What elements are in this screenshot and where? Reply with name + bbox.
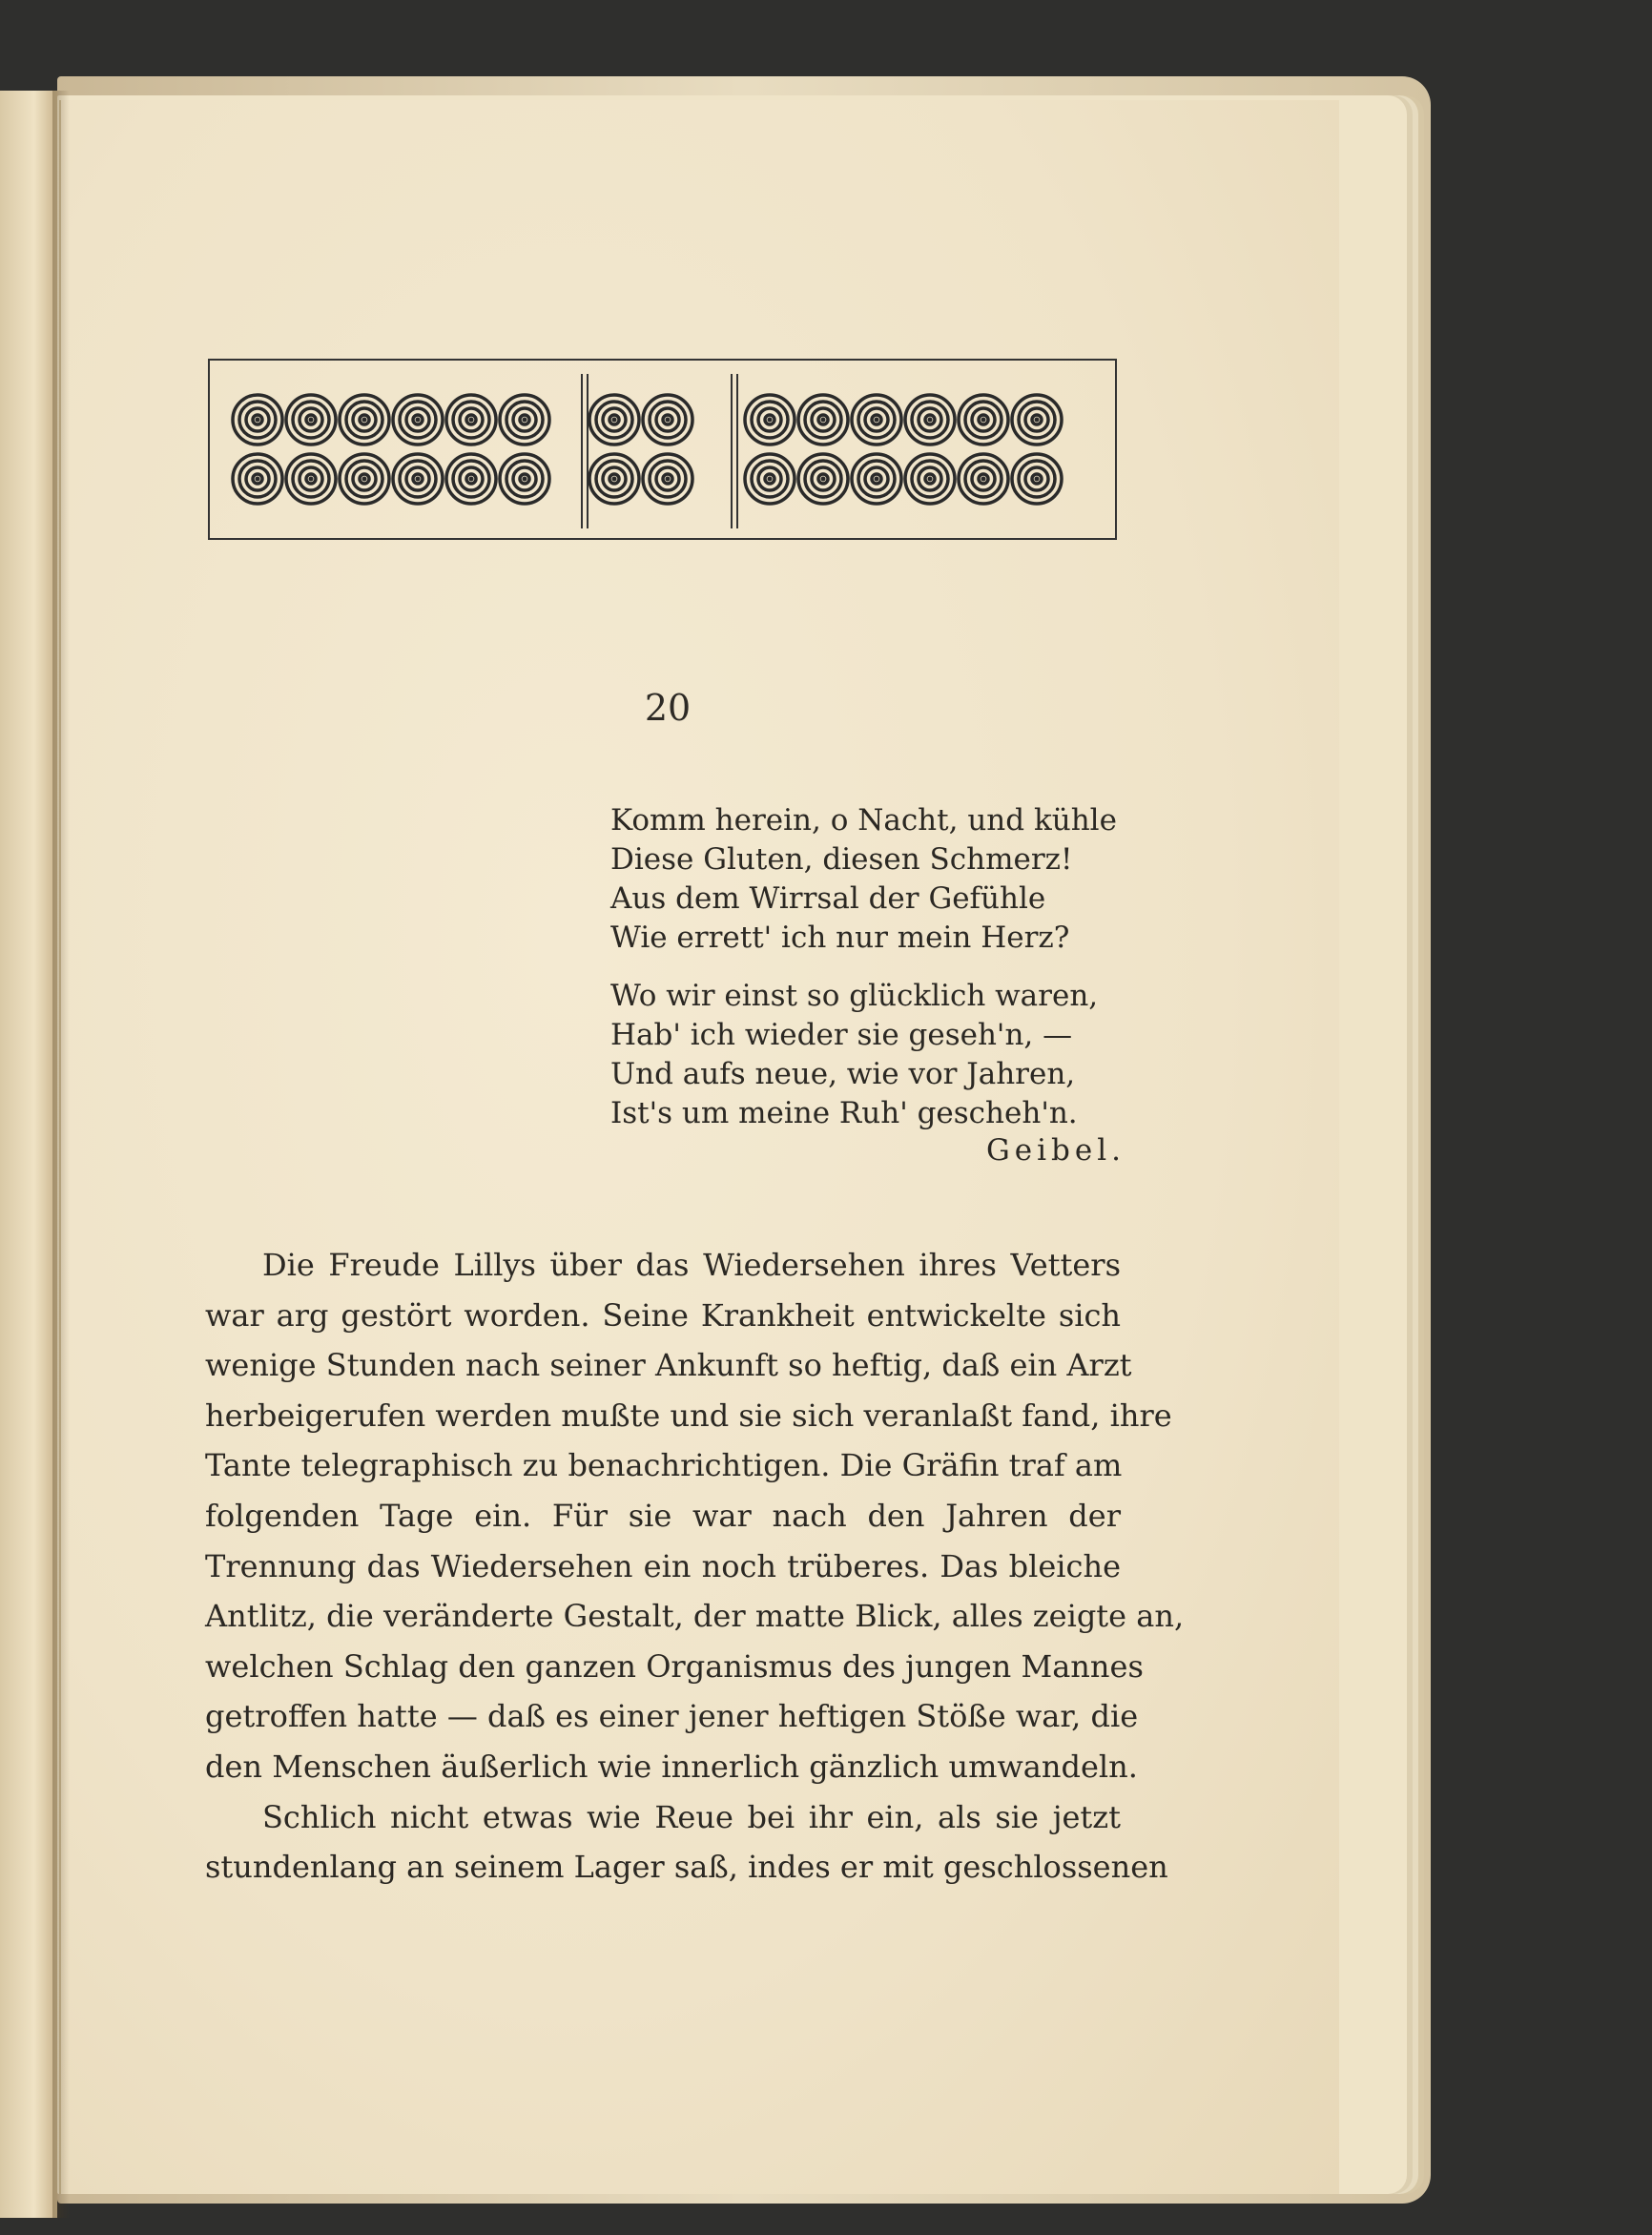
body-line: wenige Stunden nach seiner Ankunft so heftig, daß ein Arzt xyxy=(205,1347,1132,1384)
ornament-pattern xyxy=(210,361,1119,542)
stanza-2 xyxy=(610,977,1125,1170)
body-line: den Menschen äußerlich wie innerlich gänzlich umwandeln. xyxy=(205,1748,1138,1785)
chapter-number: 20 xyxy=(644,687,692,729)
header-ornament xyxy=(208,359,1117,540)
body-line: getroffen hatte — daß es einer jener heftigen Stöße war, die xyxy=(205,1698,1139,1735)
poem-line: Hab' ich wieder sie geseh'n, — xyxy=(610,1018,1073,1052)
body-line: Schlich nicht etwas wie Reue bei ihr ein, als sie jetzt xyxy=(262,1798,1121,1835)
poem xyxy=(610,801,1125,1190)
poem-line: Wo wir einst so glücklich waren, xyxy=(610,979,1099,1013)
poem-line: Diese Gluten, diesen Schmerz! xyxy=(610,842,1073,877)
body-line: Antlitz, die veränderte Gestalt, der matte Blick, alles zeigte an, xyxy=(205,1598,1185,1635)
body-line: Tante telegraphisch zu benachrichtigen. Die Gräfin traf am xyxy=(205,1447,1123,1484)
body-line: stundenlang an seinem Lager saß, indes er mit geschlossenen xyxy=(205,1849,1168,1886)
poem-line: Und aufs neue, wie vor Jahren, xyxy=(610,1057,1076,1091)
poem-line: Aus dem Wirrsal der Gefühle xyxy=(610,881,1046,916)
stanza-1 xyxy=(610,801,1125,958)
poem-line: Ist's um meine Ruh' gescheh'n. xyxy=(610,1096,1078,1130)
poem-author: Geibel. xyxy=(986,1133,1125,1168)
body-line: war arg gestört worden. Seine Krankheit entwickelte sich xyxy=(205,1296,1121,1334)
gutter-shadow xyxy=(52,91,70,2218)
poem-line: Komm herein, o Nacht, und kühle xyxy=(610,803,1117,838)
body-line: Trennung das Wiedersehen ein noch trüberes. Das bleiche xyxy=(205,1547,1121,1584)
body-line: folgenden Tage ein. Für sie war nach den Jahren der xyxy=(205,1497,1121,1534)
left-page-edge xyxy=(0,91,57,2218)
body-line: Die Freude Lillys über das Wiedersehen ihres Vetters xyxy=(262,1247,1121,1283)
body-line: welchen Schlag den ganzen Organismus des jungen Mannes xyxy=(205,1647,1144,1685)
body-text xyxy=(205,1240,1185,1893)
poem-line: Wie errett' ich nur mein Herz? xyxy=(610,921,1070,955)
body-line: herbeigerufen werden mußte und sie sich veranlaßt fand, ihre xyxy=(205,1397,1172,1434)
